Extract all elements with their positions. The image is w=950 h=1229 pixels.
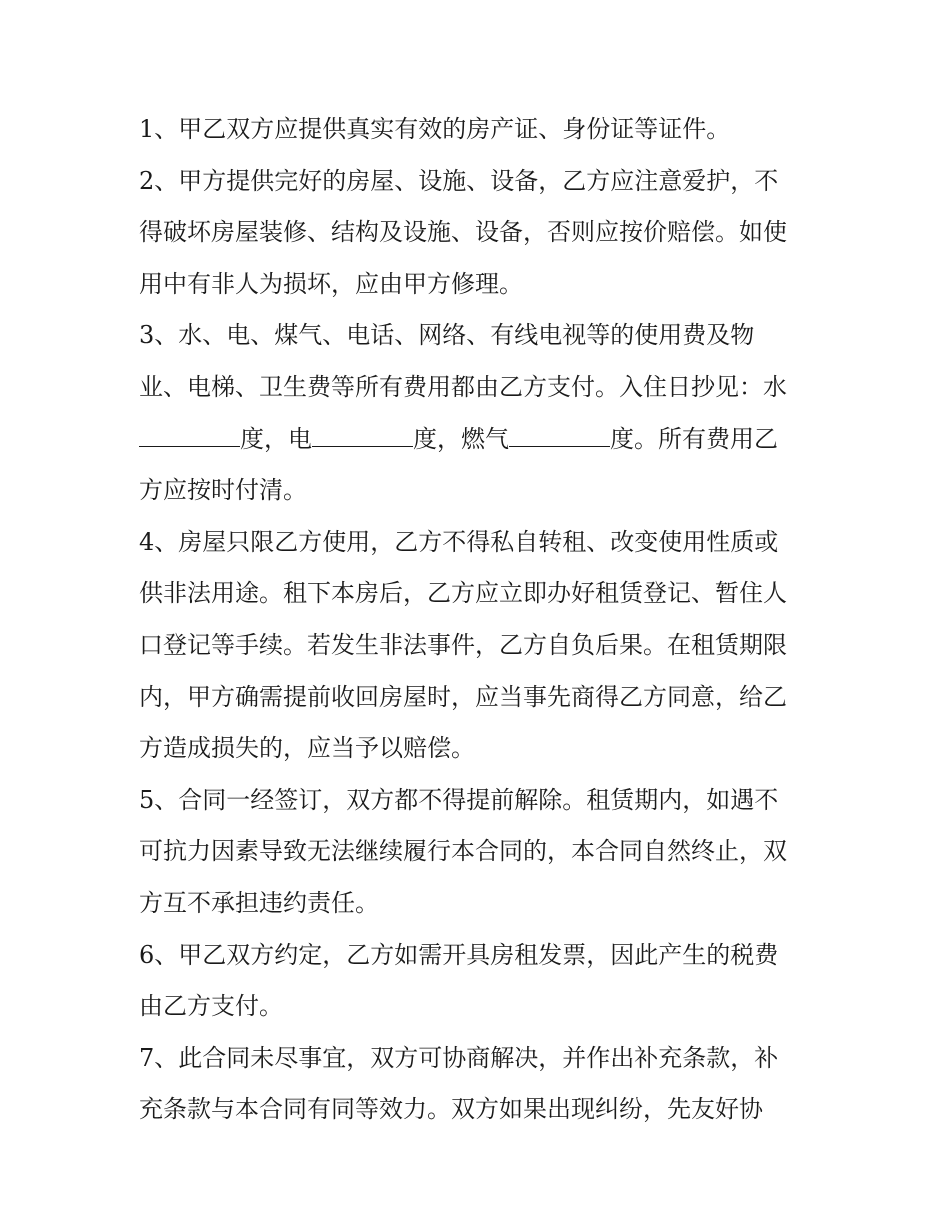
electric-unit-text: 度，燃气 [413, 424, 509, 453]
text-line: 可抗力因素导致无法继续履行本合同的，本合同自然终止，双 [139, 837, 787, 866]
text-line: 供非法用途。租下本房后，乙方应立即办好租赁登记、暂住人 [139, 579, 787, 608]
clause-3 [139, 310, 819, 516]
clause-1 [139, 104, 819, 156]
clause-4 [139, 517, 819, 775]
text-line: 方造成损失的，应当予以赔偿。 [139, 734, 475, 763]
text-line: 方应按时付清。 [139, 476, 307, 505]
gas-unit-text: 度。所有费用乙 [610, 424, 778, 453]
clause-7 [139, 1033, 819, 1136]
clause-2 [139, 156, 819, 311]
text-line: 得破坏房屋装修、结构及设施、设备，否则应按价赔偿。如使 [139, 218, 787, 247]
electric-reading-blank [312, 424, 413, 447]
text-line: 7、此合同未尽事宜，双方可协商解决，并作出补充条款，补 [139, 1043, 779, 1072]
text-line: 4、房屋只限乙方使用，乙方不得私自转租、改变使用性质或 [139, 527, 779, 556]
water-reading-blank [139, 424, 240, 447]
meter-reading-line [139, 414, 819, 466]
text-line: 用中有非人为损坏，应由甲方修理。 [139, 269, 523, 298]
text-line: 2、甲方提供完好的房屋、设施、设备，乙方应注意爱护，不 [139, 166, 779, 195]
clause-6 [139, 930, 819, 1033]
text-line: 内，甲方确需提前收回房屋时，应当事先商得乙方同意，给乙 [139, 682, 787, 711]
text-line: 业、电梯、卫生费等所有费用都由乙方支付。入住日抄见：水 [139, 372, 787, 401]
contract-body [139, 104, 819, 1136]
text-line: 口登记等手续。若发生非法事件，乙方自负后果。在租赁期限 [139, 630, 787, 659]
text-line: 5、合同一经签订，双方都不得提前解除。租赁期内，如遇不 [139, 785, 779, 814]
clause-5 [139, 775, 819, 930]
gas-reading-blank [509, 424, 610, 447]
text-line: 充条款与本合同有同等效力。双方如果出现纠纷，先友好协 [139, 1095, 763, 1124]
text-line: 由乙方支付。 [139, 992, 283, 1021]
text-line: 1、甲乙双方应提供真实有效的房产证、身份证等证件。 [139, 115, 731, 143]
text-line: 6、甲乙双方约定，乙方如需开具房租发票，因此产生的税费 [139, 940, 779, 969]
text-line: 方互不承担违约责任。 [139, 888, 379, 917]
text-line: 3、水、电、煤气、电话、网络、有线电视等的使用费及物 [139, 321, 755, 350]
water-unit-text: 度，电 [240, 424, 312, 453]
